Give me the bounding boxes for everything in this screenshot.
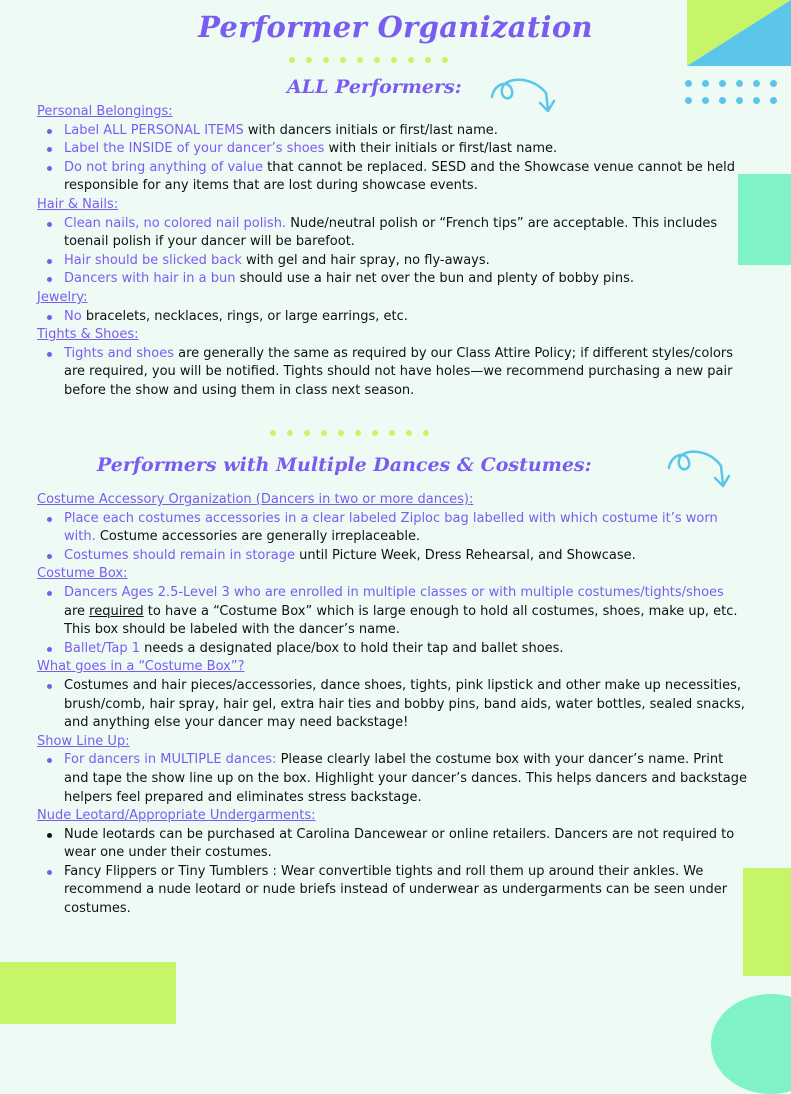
section-label-lineup: Show Line Up: — [37, 733, 130, 749]
list-item: Place each costumes accessories in a clear labeled Ziploc bag labelled with which costume it’s worn with. Costume accessories are generally irreplaceable. — [64, 510, 747, 547]
lime-block-bottom-decoration — [0, 962, 176, 1024]
tights-list — [37, 345, 747, 401]
section-label-tights: Tights & Shoes: — [37, 327, 139, 343]
curly-arrow-icon — [665, 446, 735, 496]
list-item: Hair should be slicked back with gel and hair spray, no fly-aways. — [64, 252, 747, 271]
section-label-accessory: Costume Accessory Organization (Dancers in two or more dances): — [37, 492, 474, 507]
list-item: Dancers Ages 2.5-Level 3 who are enrolled in multiple classes or with multiple costumes/tights/shoes are required to have a “Costume Box” which is large enough to hold all costumes, shoes, make up, etc. This box should be labeled with the dancer’s name. — [64, 584, 747, 640]
accessory-list — [37, 510, 747, 566]
list-item: Do not bring anything of value that cannot be replaced. SESD and the Showcase venue cannot be held responsible for any items that are lost during showcase events. — [64, 159, 747, 196]
all-performers-section — [37, 103, 747, 401]
heading-all-performers: ALL Performers: — [287, 76, 462, 98]
lineup-list — [37, 751, 747, 807]
list-item: Label ALL PERSONAL ITEMS with dancers initials or first/last name. — [64, 122, 747, 141]
costume-box-list — [37, 584, 747, 658]
list-item: Tights and shoes are generally the same as required by our Class Attire Policy; if different styles/colors are required, you will be notified. Tights should not have holes—we recommend purchasing a new pair before the show and using them in class next season. — [64, 345, 747, 401]
section-label-costume-box: Costume Box: — [37, 566, 128, 582]
what-goes-list — [37, 677, 747, 733]
list-item: Clean nails, no colored nail polish. Nude/neutral polish or “French tips” are acceptable. This includes toenail polish if your dancer will be barefoot. — [64, 215, 747, 252]
jewelry-list — [37, 308, 747, 327]
list-item: Fancy Flippers or Tiny Tumblers : Wear convertible tights and roll them up around their ankles. We recommend a nude leotard or nude briefs instead of underwear as undergarments can be seen under costumes. — [64, 863, 747, 919]
list-item: Costumes should remain in storage until Picture Week, Dress Rehearsal, and Showcase. — [64, 547, 747, 566]
section-label-jewelry: Jewelry: — [37, 289, 88, 305]
multiple-dances-section — [37, 491, 747, 919]
list-item: No bracelets, necklaces, rings, or large earrings, etc. — [64, 308, 747, 327]
dot-grid-decoration — [685, 80, 777, 104]
list-item: Costumes and hair pieces/accessories, dance shoes, tights, pink lipstick and other make up necessities, brush/comb, hair spray, hair gel, extra hair ties and bobby pins, band aids, water bottles, sealed snacks, and anything else your dancer may need backstage! — [64, 677, 747, 733]
dot-divider — [289, 57, 448, 63]
mint-arc-decoration — [711, 994, 791, 1094]
nude-leotard-list — [37, 826, 747, 919]
heading-multiple-dances: Performers with Multiple Dances & Costumes: — [97, 454, 592, 476]
list-item: Dancers with hair in a bun should use a hair net over the bun and plenty of bobby pins. — [64, 270, 747, 289]
section-label-what-goes: What goes in a “Costume Box”? — [37, 659, 245, 675]
section-label-personal: Personal Belongings: — [37, 104, 173, 119]
section-label-hair: Hair & Nails: — [37, 196, 119, 212]
dot-divider — [270, 430, 429, 436]
list-item: Ballet/Tap 1 needs a designated place/box to hold their tap and ballet shoes. — [64, 640, 747, 659]
lime-block-decoration — [743, 868, 791, 976]
list-item: For dancers in MULTIPLE dances: Please clearly label the costume box with your dancer’s name. Print and tape the show line up on the box. Highlight your dancer’s dances. This helps dancers and backstage helpers feel prepared and eliminates stress backstage. — [64, 751, 747, 807]
page-title: Performer Organization — [198, 10, 593, 44]
list-item: Label the INSIDE of your dancer’s shoes with their initials or first/last name. — [64, 140, 747, 159]
section-label-nude-leotard: Nude Leotard/Appropriate Undergarments: — [37, 808, 316, 824]
list-item: Nude leotards can be purchased at Carolina Dancewear or online retailers. Dancers are not required to wear one under their costumes. — [64, 826, 747, 863]
hair-list — [37, 215, 747, 289]
personal-list — [37, 122, 747, 196]
